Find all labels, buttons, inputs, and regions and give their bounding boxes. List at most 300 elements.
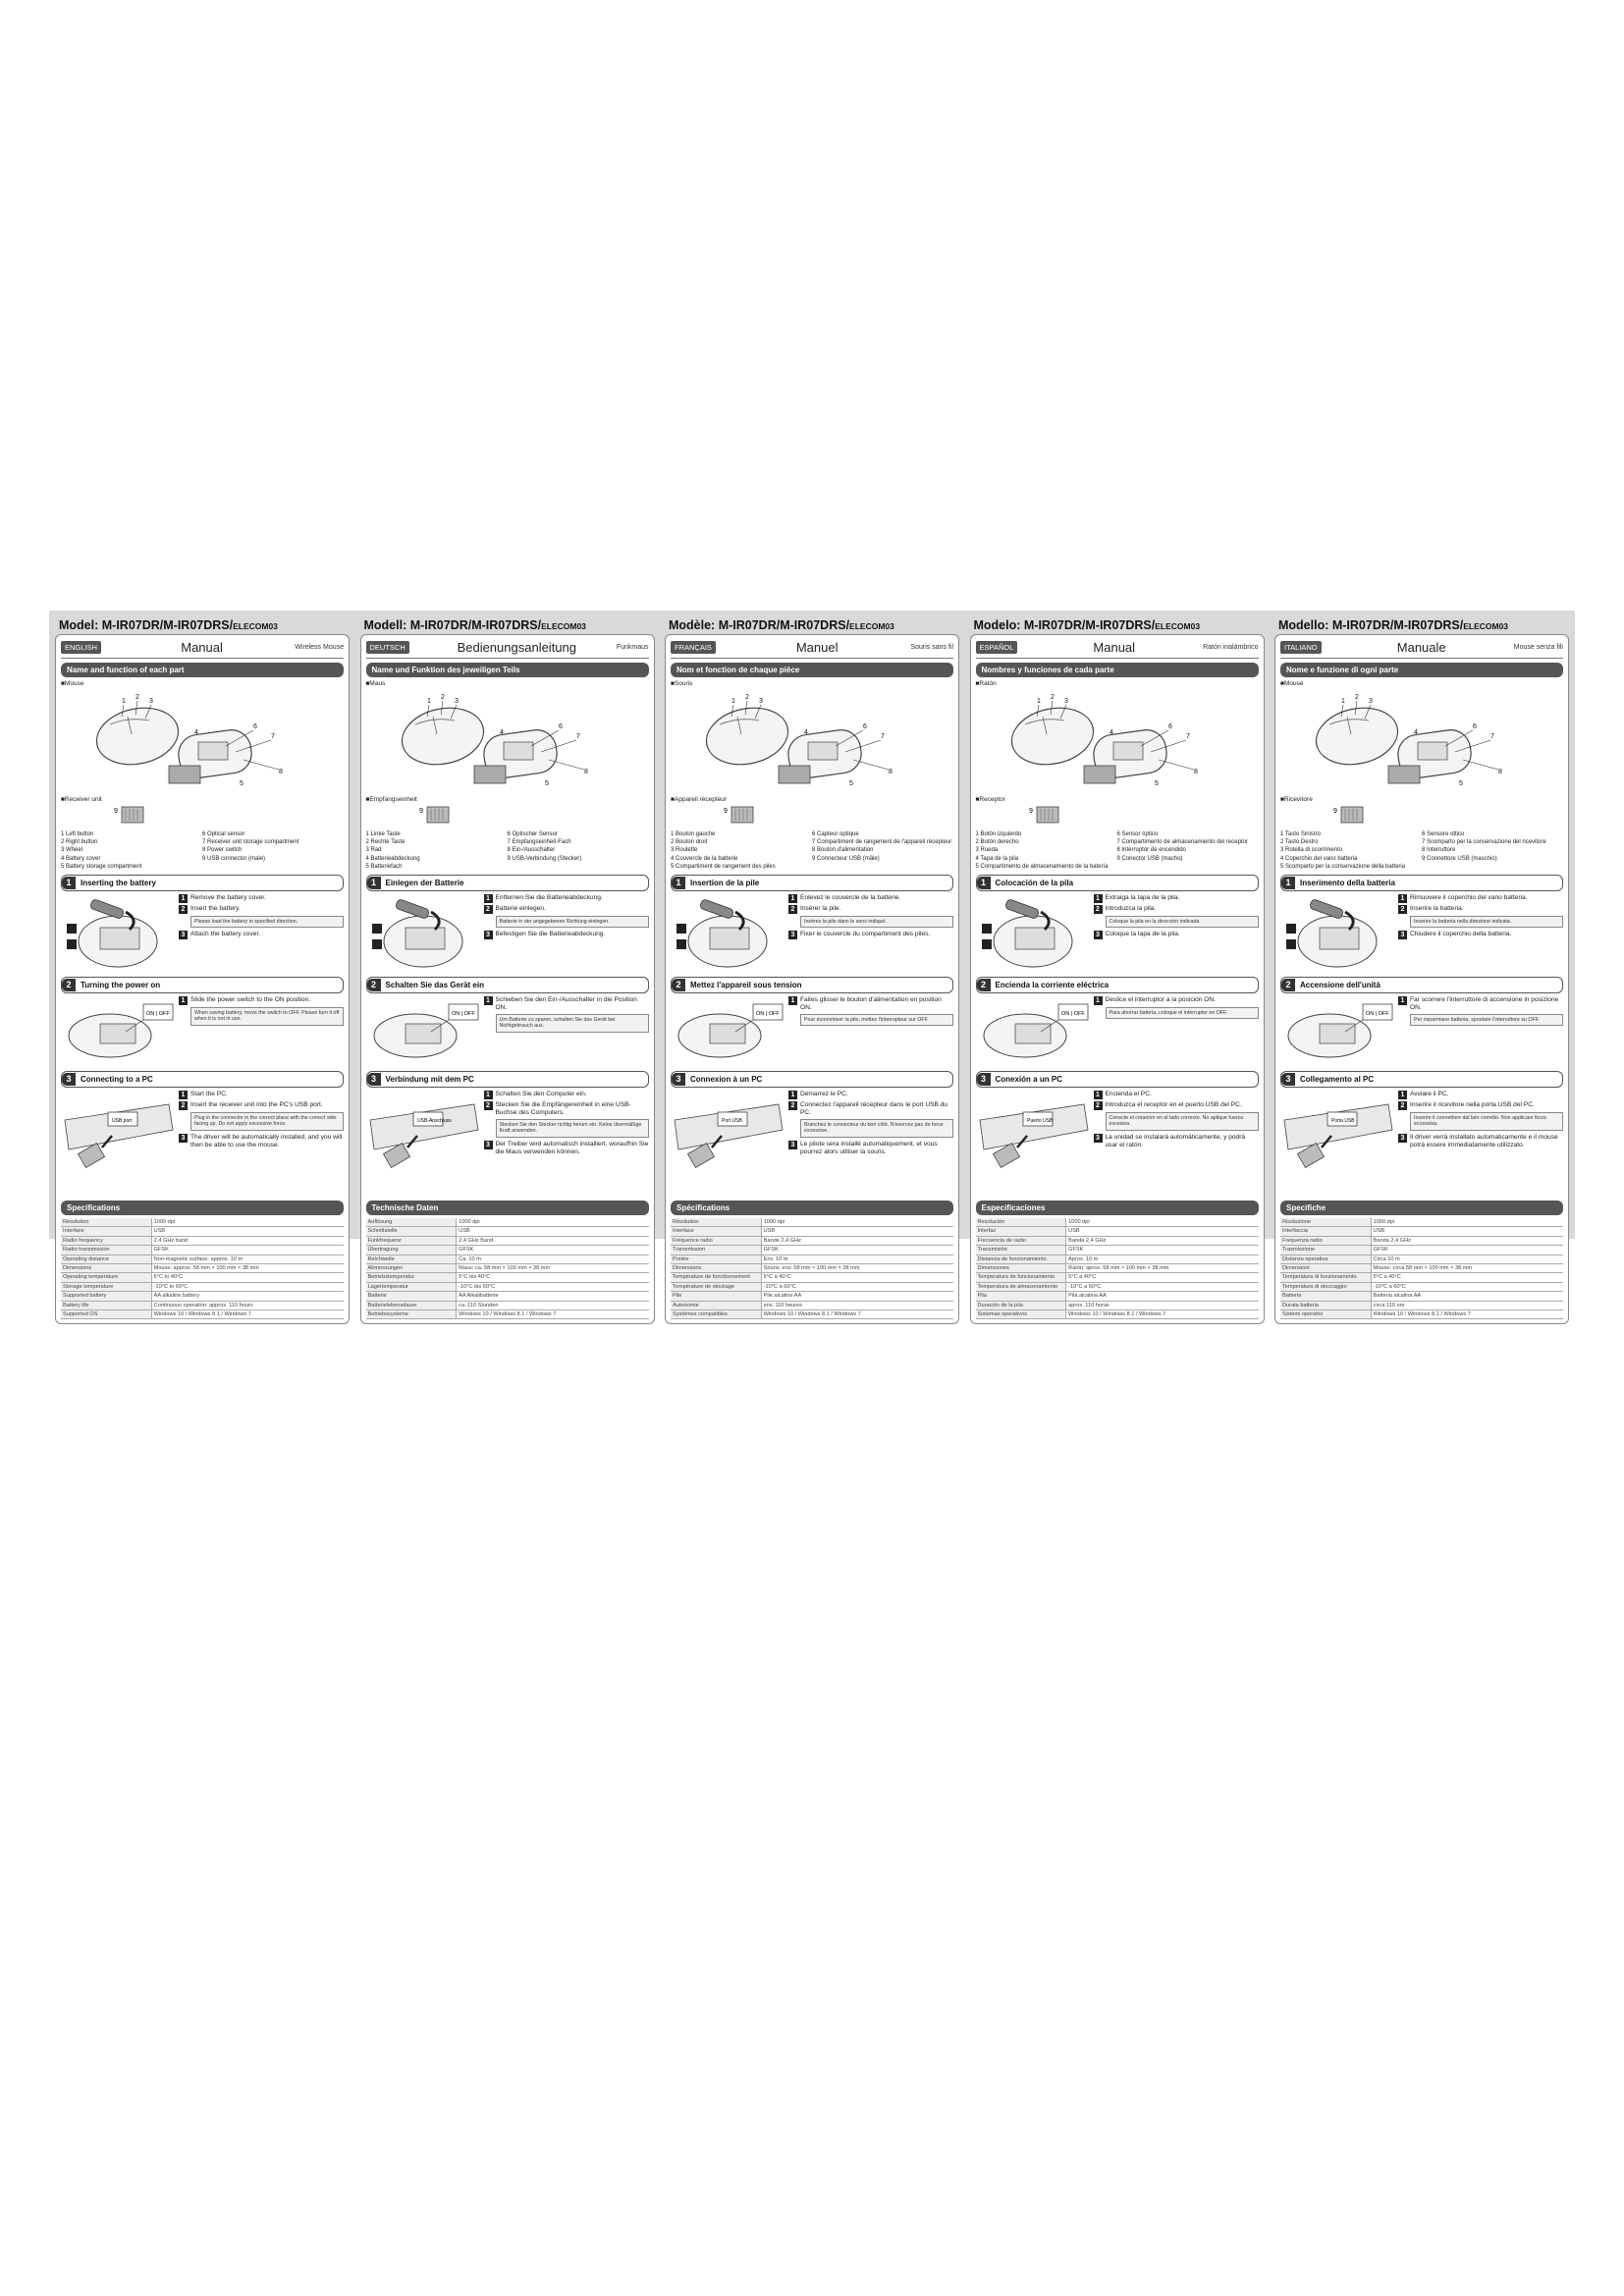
mouse-label: ■Mouse: [61, 680, 84, 687]
step-number: 3: [1094, 931, 1103, 939]
spec-label: Interfaccia: [1280, 1227, 1371, 1236]
spec-value: Windows 10 / Windows 8.1 / Windows 7: [1371, 1310, 1563, 1319]
spec-value: Windows 10 / Windows 8.1 / Windows 7: [151, 1310, 344, 1319]
spec-value: AA alkaline battery: [151, 1292, 344, 1301]
step-text: Insérer la pile.: [800, 905, 841, 913]
mouse-label: ■Ratón: [975, 680, 997, 687]
caution-note: Inserire il connettore dal lato corretto. Non applicare forza eccessiva.: [1410, 1112, 1563, 1131]
part-item: 8 Interruttore: [1422, 847, 1456, 854]
step-text: Démarrez le PC.: [800, 1091, 848, 1098]
section-battery-heading: 1 Inserimento della batteria: [1280, 875, 1563, 891]
manual-panel: [665, 634, 959, 1324]
callout-6: 6: [863, 723, 867, 730]
spec-label: Distanza operativa: [1280, 1255, 1371, 1263]
callout-4: 4: [804, 729, 808, 736]
part-item: 2 Botón derecho: [975, 839, 1019, 846]
step-text: Inserire la batteria.: [1410, 905, 1464, 913]
pc-steps-area: [61, 1091, 344, 1197]
spec-label: Betriebstemperatur: [366, 1273, 457, 1282]
section-pc-heading: 3 Conexión a un PC: [976, 1071, 1259, 1088]
step-number: 2: [788, 905, 797, 914]
step-item: [1398, 905, 1563, 914]
step-number: 1: [179, 996, 188, 1005]
power-steps-area: [671, 996, 953, 1067]
spec-label: Batterie: [366, 1292, 457, 1301]
spec-value: Pile alcaline AA: [761, 1292, 953, 1301]
mouse-diagram: [1280, 687, 1563, 793]
pc-illustration: [61, 1091, 177, 1197]
spec-label: Interfaz: [976, 1227, 1066, 1236]
language-column-it: [1274, 616, 1569, 1318]
spec-label: Battery life: [61, 1301, 151, 1309]
step-text: Remove the battery cover.: [190, 894, 266, 902]
receiver-illustration: [671, 803, 953, 828]
callout-2: 2: [440, 694, 445, 701]
step-number: 2: [1398, 905, 1407, 914]
spec-row: [671, 1292, 953, 1301]
step-item: [1094, 1101, 1259, 1110]
parts-list: [1280, 830, 1563, 871]
part-item: 4 Battery cover: [61, 855, 101, 862]
spec-value: 2.4 GHz band: [151, 1236, 344, 1245]
step-item: [788, 1141, 953, 1156]
section-number: 2: [62, 979, 76, 991]
manual-title: Bedienungsanleitung: [457, 639, 576, 655]
spec-label: Lagertemperatur: [366, 1282, 457, 1291]
spec-value: AA Alkalibatterie: [457, 1292, 649, 1301]
spec-value: 1000 dpi: [457, 1218, 649, 1227]
part-item: 2 Bouton droit: [671, 839, 708, 846]
spec-label: Operating distance: [61, 1255, 151, 1263]
spec-label: Pile: [671, 1292, 761, 1301]
spec-label: Frecuencia de radio: [976, 1236, 1066, 1245]
parts-list-left: [671, 830, 812, 871]
spec-value: 5°C a 40°C: [1371, 1273, 1563, 1282]
pc-steps-area: [976, 1091, 1259, 1197]
part-item: 8 Bouton d'alimentation: [812, 847, 874, 854]
spec-label: Sistemi operativi: [1280, 1310, 1371, 1319]
callout-1: 1: [122, 698, 126, 705]
switch-label: ON | OFF: [1060, 1011, 1085, 1018]
caution-note: Para ahorrar batería, coloque el interruptor en OFF.: [1106, 1007, 1259, 1019]
receiver-label: ■Empfangseinheit: [365, 796, 417, 803]
mouse-diagram: [976, 687, 1259, 793]
part-item: 2 Tasto Destro: [1280, 839, 1319, 846]
step-item: [1398, 894, 1563, 903]
spec-value: 5°C bis 40°C: [457, 1273, 649, 1282]
callout-2: 2: [1355, 694, 1359, 701]
step-item: [1094, 1091, 1259, 1099]
manual-title: Manual: [181, 639, 223, 655]
spec-row: [976, 1227, 1259, 1236]
battery-illustration: [366, 894, 482, 973]
step-text: Schieben Sie den Ein-/Ausschalter in die Position ON.: [495, 996, 637, 1012]
part-item: 9 Conector USB (macho): [1116, 855, 1183, 862]
receiver-illustration: [61, 803, 344, 828]
step-text: Chiudere il coperchio della batteria.: [1410, 931, 1512, 938]
specifications-table: [366, 1218, 649, 1319]
pc-illustration: [671, 1091, 786, 1197]
battery-steps-area: [366, 894, 649, 973]
spec-row: [1280, 1292, 1563, 1301]
spec-value: -10°C à 60°C: [761, 1282, 953, 1291]
header-row: [671, 639, 953, 659]
part-item: 3 Roulette: [671, 847, 698, 854]
caution-note: Um Batterie zu sparen, schalten Sie das Gerät bei Nichtgebrauch aus.: [496, 1014, 649, 1033]
usb-port-label: USB-Anschluss: [416, 1118, 452, 1125]
parts-list-left: [366, 830, 508, 871]
step-number: 3: [179, 1134, 188, 1143]
battery-illustration: [61, 894, 177, 973]
part-item: 1 Left button: [61, 831, 94, 837]
callout-5: 5: [1154, 780, 1159, 787]
spec-label: Radio frequency: [61, 1236, 151, 1245]
spec-label: Schnittstelle: [366, 1227, 457, 1236]
part-item: 4 Coperchio del vano batteria: [1280, 855, 1358, 862]
spec-value: Non-magnetic surface: approx. 10 m: [151, 1255, 344, 1263]
spec-row: [976, 1246, 1259, 1255]
section-pc-heading: 3 Collegamento al PC: [1280, 1071, 1563, 1088]
pc-steps: [177, 1091, 344, 1197]
switch-label: ON | OFF: [451, 1011, 475, 1018]
power-illustration: [366, 996, 482, 1067]
callout-8: 8: [583, 769, 588, 775]
section-specifications-heading: Especificaciones: [976, 1201, 1259, 1215]
callout-8: 8: [1498, 769, 1502, 775]
step-text: Insert the receiver unit into the PC's USB port.: [190, 1101, 323, 1109]
power-illustration: [976, 996, 1092, 1067]
spec-label: Duración de la pila: [976, 1301, 1066, 1309]
language-badge: FRANÇAIS: [671, 641, 716, 654]
part-item: 6 Sensor óptico: [1116, 831, 1159, 837]
spec-label: Übertragung: [366, 1246, 457, 1255]
battery-illustration: [1280, 894, 1396, 973]
spec-row: [366, 1264, 649, 1273]
spec-row: [61, 1264, 344, 1273]
pc-steps-area: [1280, 1091, 1563, 1197]
step-item: [179, 894, 344, 903]
callout-6: 6: [1473, 723, 1477, 730]
callout-9: 9: [724, 808, 728, 815]
step-number: 3: [788, 931, 797, 939]
spec-value: -10°C to 60°C: [151, 1282, 344, 1291]
parts-list-left: [1280, 830, 1422, 871]
step-item: [1094, 905, 1259, 914]
battery-steps: [1092, 894, 1259, 973]
manual-panel: [55, 634, 350, 1324]
spec-label: Storage temperature: [61, 1282, 151, 1291]
spec-value: Maus: ca. 58 mm × 100 mm × 38 mm: [457, 1264, 649, 1273]
spec-value: Windows 10 / Windows 8.1 / Windows 7: [761, 1310, 953, 1319]
spec-row: [366, 1218, 649, 1227]
section-parts-heading: Name and function of each part: [61, 663, 344, 677]
spec-label: Funkfrequenz: [366, 1236, 457, 1245]
spec-row: [61, 1227, 344, 1236]
part-item: 4 Couvercle de la batterie: [671, 855, 738, 862]
callout-1: 1: [731, 698, 735, 705]
spec-label: Dimensions: [671, 1264, 761, 1273]
spec-row: [61, 1292, 344, 1301]
spec-value: -10°C bis 60°C: [457, 1282, 649, 1291]
section-number: 3: [977, 1073, 991, 1086]
spec-row: [61, 1301, 344, 1309]
part-item: 6 Optischer Sensor: [507, 831, 558, 837]
part-item: 9 USB connector (male): [202, 855, 266, 862]
spec-label: Dimensions: [61, 1264, 151, 1273]
section-number: 1: [62, 877, 76, 889]
language-badge: ENGLISH: [61, 641, 101, 654]
step-text: Slide the power switch to the ON position.: [190, 996, 311, 1004]
parts-list-right: [812, 830, 953, 871]
step-item: [1398, 1091, 1563, 1099]
callout-5: 5: [240, 780, 244, 787]
receiver-label: ■Receiver unit: [61, 796, 102, 803]
parts-list: [366, 830, 649, 871]
step-number: 1: [1094, 894, 1103, 903]
spec-row: [1280, 1282, 1563, 1291]
section-number: 2: [367, 979, 381, 991]
caution-note: Pour économiser la pile, mettez l'interrupteur sur OFF.: [800, 1014, 953, 1026]
manual-panel: [1274, 634, 1569, 1324]
section-number: 2: [672, 979, 685, 991]
spec-label: Supported battery: [61, 1292, 151, 1301]
spec-row: [976, 1301, 1259, 1309]
callout-3: 3: [454, 698, 459, 705]
step-text: Befestigen Sie die Batterieabdeckung.: [495, 931, 606, 938]
spec-label: Resolución: [976, 1218, 1066, 1227]
spec-row: [366, 1246, 649, 1255]
step-text: Der Treiber wird automatisch installiert, woraufhin Sie die Maus verwenden können.: [495, 1140, 649, 1155]
callout-5: 5: [544, 780, 549, 787]
caution-note: Per risparmiare batteria, spostare l'interruttore su OFF.: [1410, 1014, 1563, 1026]
pc-illustration: [1280, 1091, 1396, 1197]
callout-4: 4: [194, 729, 198, 736]
battery-steps-area: [61, 894, 344, 973]
step-number: 2: [1094, 905, 1103, 914]
step-item: [484, 894, 649, 903]
manual-title: Manuale: [1396, 639, 1446, 655]
spec-value: Souris: env. 58 mm × 100 mm × 38 mm: [761, 1264, 953, 1273]
step-number: 3: [1398, 931, 1407, 939]
part-item: 7 Scomparto per la conservazione del ricevitore: [1422, 839, 1546, 846]
spec-row: [1280, 1310, 1563, 1319]
part-item: 1 Linke Taste: [365, 831, 401, 837]
spec-label: Autonomie: [671, 1301, 761, 1309]
spec-row: [61, 1218, 344, 1227]
mouse-illustration: [671, 687, 953, 793]
power-steps-area: [1280, 996, 1563, 1067]
part-item: 8 Power switch: [202, 847, 243, 854]
spec-label: Dimensiones: [976, 1264, 1066, 1273]
specifications-table: [1280, 1218, 1563, 1319]
spec-label: Dimensioni: [1280, 1264, 1371, 1273]
header-row: [976, 639, 1259, 659]
spec-row: [1280, 1264, 1563, 1273]
mouse-illustration: [1280, 687, 1563, 793]
spec-label: Systèmes compatibles: [671, 1310, 761, 1319]
spec-value: aprox. 110 horas: [1066, 1301, 1259, 1309]
model-heading: Modello: M-IR07DR/M-IR07DRS/ELECOM03: [1278, 618, 1509, 632]
spec-value: 5°C a 40°C: [1066, 1273, 1259, 1282]
callout-1: 1: [1341, 698, 1345, 705]
spec-row: [61, 1282, 344, 1291]
step-number: 1: [484, 996, 493, 1005]
section-number: 3: [367, 1073, 381, 1086]
spec-row: [671, 1264, 953, 1273]
part-item: 3 Rad: [365, 847, 382, 854]
part-item: 9 USB-Verbindung (Stecker): [507, 855, 582, 862]
callout-3: 3: [149, 698, 153, 705]
step-text: Schalten Sie den Computer ein.: [495, 1091, 587, 1098]
step-text: Coloque la tapa de la pila.: [1105, 931, 1180, 938]
section-parts-heading: Nome e funzione di ogni parte: [1280, 663, 1563, 677]
language-column-en: [55, 616, 350, 1318]
callout-4: 4: [1414, 729, 1418, 736]
parts-list: [976, 830, 1259, 871]
part-item: 2 Right button: [61, 839, 98, 846]
spec-row: [366, 1282, 649, 1291]
callout-9: 9: [1333, 808, 1337, 815]
step-item: [179, 1091, 344, 1099]
spec-label: Température de fonctionnement: [671, 1273, 761, 1282]
caution-note: Inserire la batteria nella direzione indicata.: [1410, 916, 1563, 928]
spec-label: Température de stockage: [671, 1282, 761, 1291]
section-battery-heading: 1 Colocación de la pila: [976, 875, 1259, 891]
usb-port-label: USB port: [112, 1118, 133, 1125]
model-heading: Modèle: M-IR07DR/M-IR07DRS/ELECOM03: [669, 618, 894, 632]
callout-7: 7: [1185, 733, 1190, 740]
spec-label: Portée: [671, 1255, 761, 1263]
spec-row: [976, 1282, 1259, 1291]
step-item: [484, 1141, 649, 1156]
step-text: Entfernen Sie die Batterieabdeckung.: [495, 894, 603, 902]
header-row: [61, 639, 344, 659]
spec-value: Aprox. 10 m: [1066, 1255, 1259, 1263]
caution-note: Conecte el conector en el lado correcto. No aplique fuerza excesiva.: [1106, 1112, 1259, 1131]
step-number: 1: [788, 894, 797, 903]
part-item: 3 Rueda: [975, 847, 999, 854]
specifications-table: [976, 1218, 1259, 1319]
spec-label: Operating temperature: [61, 1273, 151, 1282]
spec-value: Env. 10 m: [761, 1255, 953, 1263]
step-item: [1398, 931, 1563, 939]
step-text: Connectez l'appareil récepteur dans le port USB du PC.: [800, 1101, 948, 1117]
spec-label: Sistemas operativos: [976, 1310, 1066, 1319]
switch-label: ON | OFF: [146, 1011, 170, 1018]
manual-title: Manual: [1093, 639, 1136, 655]
step-item: [1094, 931, 1259, 939]
step-item: [484, 931, 649, 939]
part-item: 8 Ein-/Ausschalter: [507, 847, 556, 854]
step-item: [484, 1101, 649, 1117]
pc-steps-area: [671, 1091, 953, 1197]
callout-2: 2: [1050, 694, 1055, 701]
callout-7: 7: [575, 733, 580, 740]
step-text: Enlevez le couvercle de la batterie.: [800, 894, 901, 902]
spec-value: -10°C a 60°C: [1371, 1282, 1563, 1291]
receiver-illustration: [976, 803, 1259, 828]
part-item: 4 Tapa de la pila: [975, 855, 1019, 862]
spec-label: Temperatura de almacenamiento: [976, 1282, 1066, 1291]
spec-row: [671, 1282, 953, 1291]
spec-label: Reichweite: [366, 1255, 457, 1263]
step-text: Fixer le couvercle du compartiment des piles.: [800, 931, 931, 938]
parts-list-right: [1422, 830, 1563, 871]
step-number: 1: [484, 1091, 493, 1099]
callout-6: 6: [558, 723, 563, 730]
callout-8: 8: [279, 769, 283, 775]
part-item: 9 Connecteur USB (mâle): [812, 855, 880, 862]
manual-title: Manuel: [795, 639, 839, 655]
spec-value: USB: [457, 1227, 649, 1236]
spec-row: [366, 1292, 649, 1301]
power-steps-area: [61, 996, 344, 1067]
spec-row: [1280, 1255, 1563, 1263]
section-pc-heading: 3 Connecting to a PC: [61, 1071, 344, 1088]
part-item: 2 Rechte Taste: [365, 839, 406, 846]
spec-value: USB: [1371, 1227, 1563, 1236]
spec-label: Transmisión: [976, 1246, 1066, 1255]
pc-steps: [482, 1091, 649, 1197]
switch-label: ON | OFF: [1366, 1011, 1389, 1018]
spec-value: env. 110 heures: [761, 1301, 953, 1309]
spec-row: [671, 1273, 953, 1282]
step-item: [179, 996, 344, 1005]
spec-row: [366, 1301, 649, 1309]
spec-row: [1280, 1273, 1563, 1282]
spec-row: [61, 1310, 344, 1319]
usb-port-label: Puerto USB: [1026, 1118, 1053, 1125]
product-subtitle: Mouse senza fili: [1513, 643, 1563, 651]
step-text: Inserire il ricevitore nella porta USB del PC.: [1410, 1101, 1535, 1109]
spec-value: GFSK: [761, 1246, 953, 1255]
section-pc-heading: 3 Verbindung mit dem PC: [366, 1071, 649, 1088]
spec-value: Windows 10 / Windows 8.1 / Windows 7: [457, 1310, 649, 1319]
step-text: Il driver verrà installato automaticamente e il mouse potrà essere immediatamente utilizzato.: [1410, 1133, 1558, 1148]
language-badge: DEUTSCH: [366, 641, 409, 654]
section-power-heading: 2 Accensione dell'unità: [1280, 977, 1563, 993]
step-item: [788, 931, 953, 939]
spec-row: [1280, 1301, 1563, 1309]
spec-row: [671, 1301, 953, 1309]
manual-panel: [970, 634, 1265, 1324]
spec-row: [671, 1236, 953, 1245]
spec-label: Fréquence radio: [671, 1236, 761, 1245]
step-number: 1: [484, 894, 493, 903]
caution-note: Stecken Sie den Stecker richtig herum ein. Keine übermäßige Kraft anwenden.: [496, 1119, 649, 1138]
spec-label: Interface: [671, 1227, 761, 1236]
product-subtitle: Souris sans fil: [910, 643, 953, 651]
receiver-label: ■Appareil récepteur: [671, 796, 728, 803]
step-number: 2: [1094, 1101, 1103, 1110]
step-text: Stecken Sie die Empfängereinheit in eine USB-Buchse des Computers.: [495, 1101, 631, 1117]
spec-value: -10°C a 60°C: [1066, 1282, 1259, 1291]
step-text: Encienda el PC.: [1105, 1091, 1152, 1098]
step-item: [1094, 1134, 1259, 1149]
power-steps: [786, 996, 953, 1067]
spec-value: 1000 dpi: [1371, 1218, 1563, 1227]
part-item: 4 Batterieabdeckung: [365, 855, 420, 862]
spec-label: Résolution: [671, 1218, 761, 1227]
step-item: [788, 1101, 953, 1117]
receiver-label: ■Receptor: [975, 796, 1005, 803]
spec-row: [976, 1273, 1259, 1282]
part-item: 5 Battery storage compartment: [61, 863, 142, 870]
spec-value: Circa 10 m: [1371, 1255, 1563, 1263]
step-text: Start the PC.: [190, 1091, 228, 1098]
section-pc-heading: 3 Connexion à un PC: [671, 1071, 953, 1088]
header-row: [366, 639, 649, 659]
